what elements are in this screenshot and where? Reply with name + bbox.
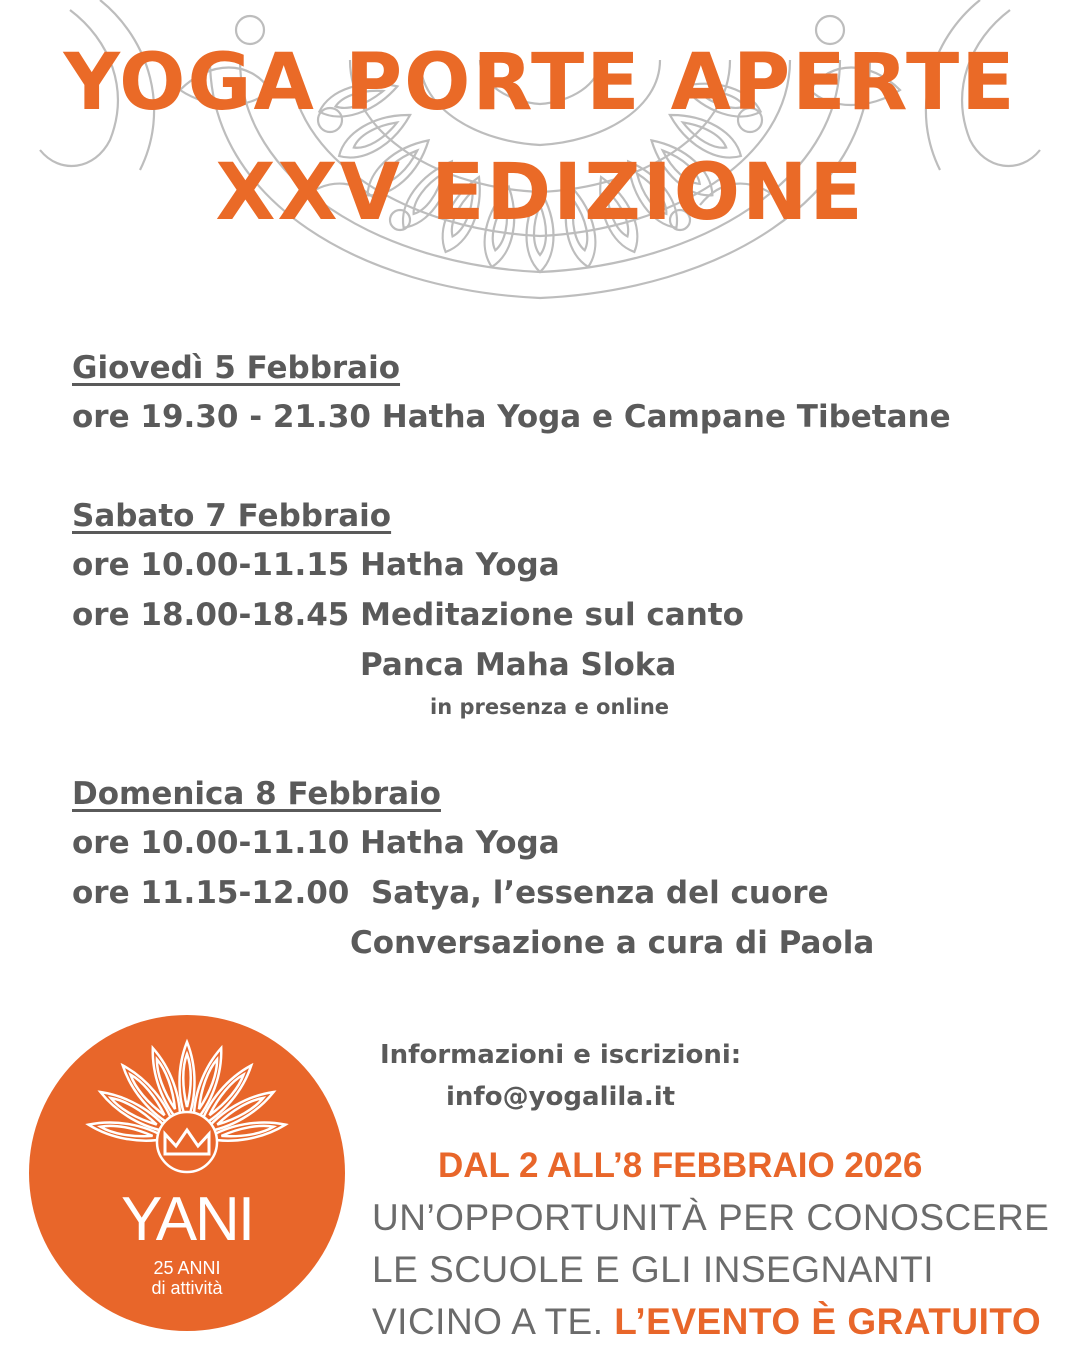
free-event-label: L’EVENTO È GRATUITO [614,1301,1042,1342]
schedule-line: ore 10.00-11.15 Hatha Yoga [72,547,560,583]
schedule-line: ore 11.15-12.00 Satya, l’essenza del cuore [72,875,829,911]
logo-activity: di attività [151,1278,223,1298]
day-heading-saturday: Sabato 7 Febbraio [72,498,392,534]
title-line-1: YOGA PORTE APERTE [63,38,1017,128]
promo-block [372,1140,1072,1348]
promo-line-final [372,1296,1072,1348]
schedule-line: ore 10.00-11.10 Hatha Yoga [72,825,560,861]
info-label: Informazioni e iscrizioni: [380,1040,742,1070]
day-heading-sunday: Domenica 8 Febbraio [72,776,441,812]
promo-line: UN’OPPORTUNITÀ PER CONOSCERE [372,1197,1050,1238]
logo-years: 25 ANNI [153,1258,221,1278]
schedule-line: ore 18.00-18.45 Meditazione sul canto [72,597,744,633]
event-dates: DAL 2 ALL’8 FEBBRAIO 2026 [438,1146,923,1185]
info-email[interactable]: info@yogalila.it [446,1082,676,1112]
promo-plain: VICINO A TE. [372,1301,615,1342]
schedule [72,344,1052,968]
schedule-line-continuation: Panca Maha Sloka [360,647,677,683]
schedule-line-continuation: Conversazione a cura di Paola [350,925,875,961]
yani-logo [26,1012,348,1334]
title-line-2: XXV EDIZIONE [215,148,865,238]
schedule-note: in presenza e online [430,695,670,719]
logo-name: YANI [120,1185,254,1254]
day-heading-thursday: Giovedì 5 Febbraio [72,350,401,386]
schedule-line: ore 19.30 - 21.30 Hatha Yoga e Campane Tibetane [72,399,951,435]
promo-line: LE SCUOLE E GLI INSEGNANTI [372,1249,934,1290]
info-block [380,1034,741,1118]
